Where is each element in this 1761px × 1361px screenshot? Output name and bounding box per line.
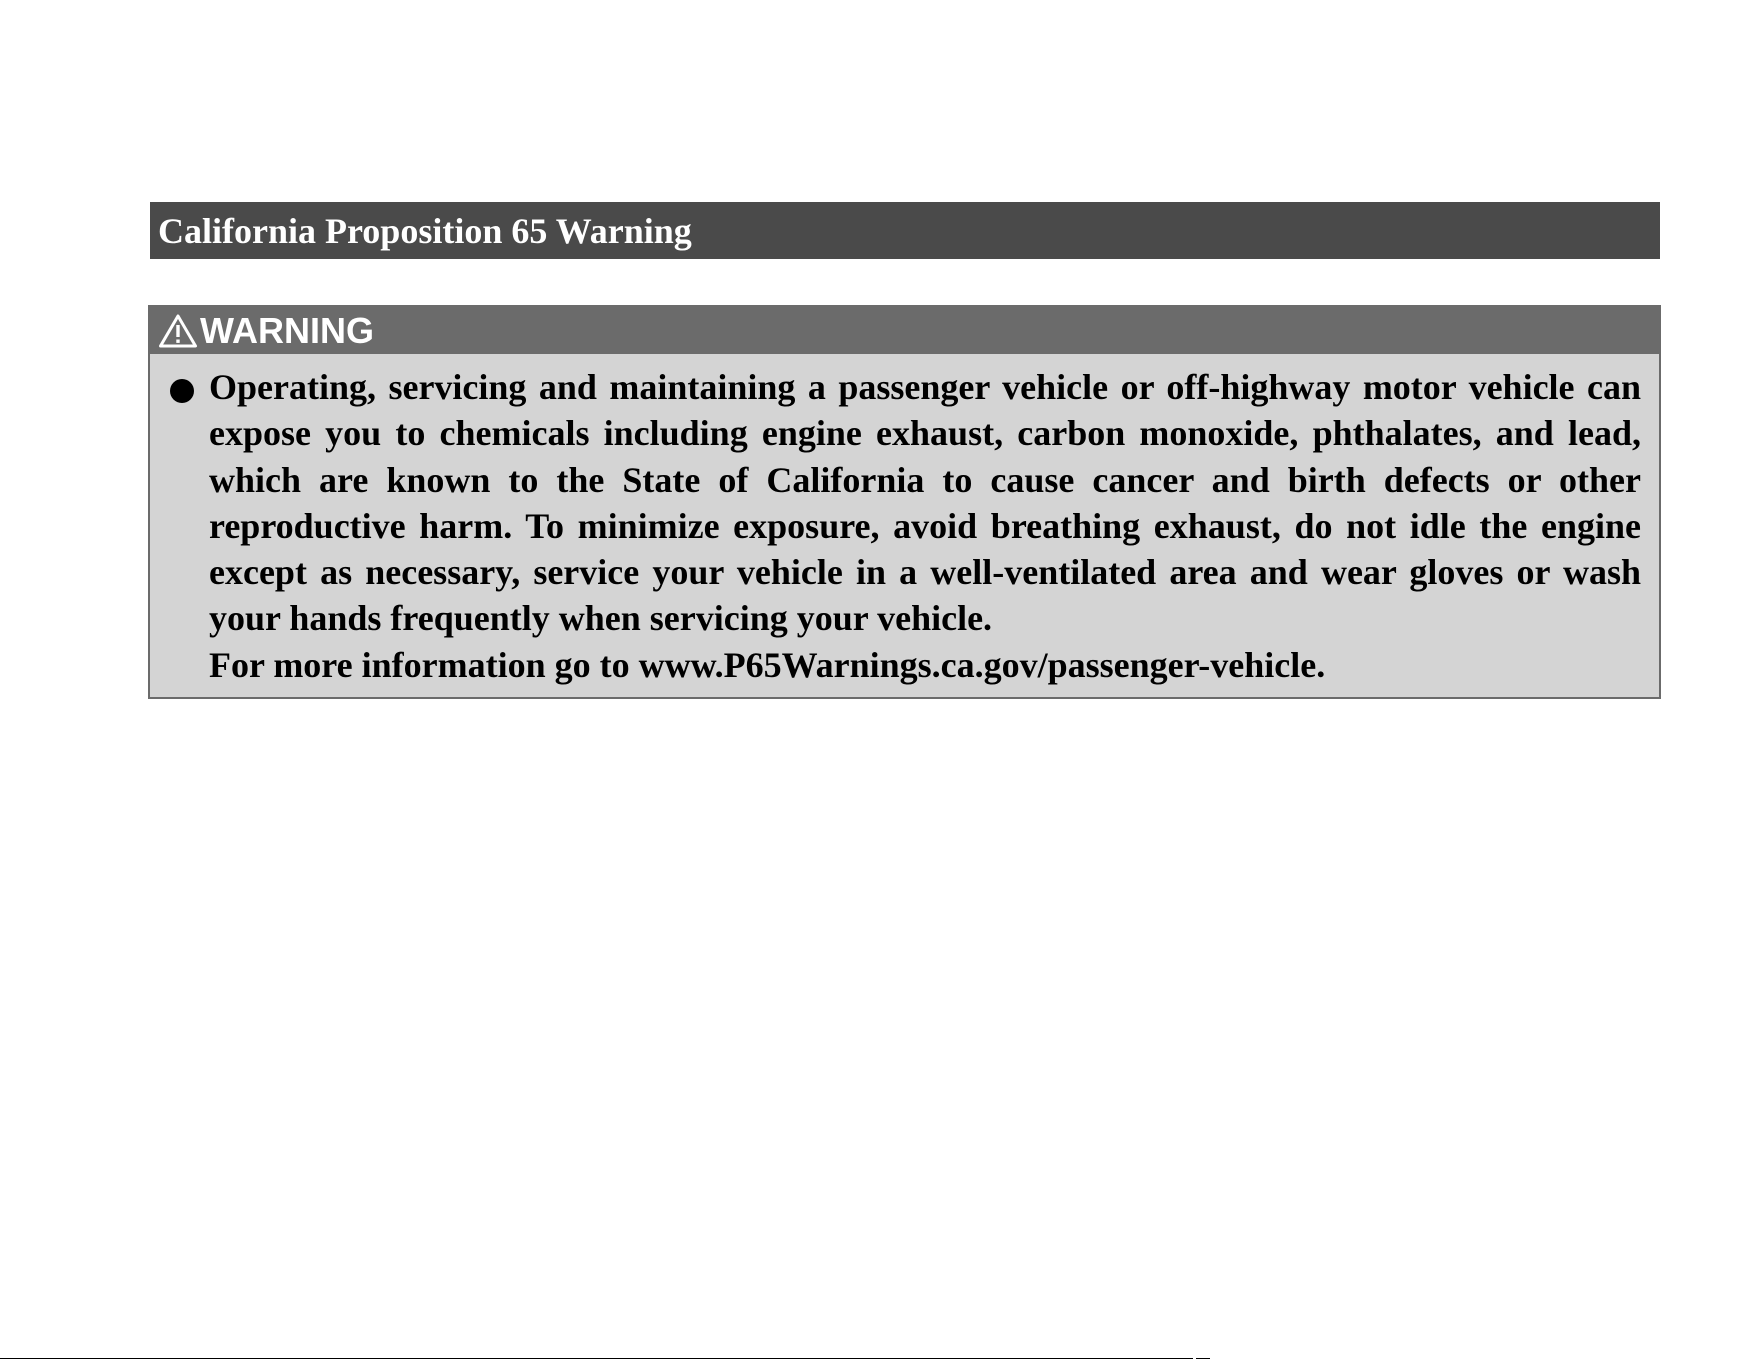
footer-rule-tick [1196, 1358, 1210, 1359]
warning-triangle-icon [158, 313, 198, 349]
warning-text: Operating, servicing and maintaining a passenger vehicle or off-highway motor vehicle can expose you to chemicals including engine exhaust, carbon monoxide, phthalates, and lead, which are known to the State of California to cause cancer and birth defects or other reproductive harm. To minimize exposure, avoid breathing exhaust, do not idle the engine except as necessary, service your vehicle in a well-ventilated area and wear gloves or wash your hands frequently when servicing your vehicle. [209, 367, 1641, 639]
footer-rule [0, 1358, 1193, 1359]
section-title: California Proposition 65 Warning [158, 210, 692, 251]
warning-box [148, 305, 1661, 699]
warning-label: WARNING [200, 309, 374, 351]
section-header [150, 202, 1660, 259]
warning-header [150, 307, 1659, 354]
warning-body [150, 354, 1659, 688]
more-info-text: For more information go to www.P65Warnings.ca.gov/passenger-vehicle. [209, 644, 1326, 685]
bullet-icon [170, 379, 194, 403]
